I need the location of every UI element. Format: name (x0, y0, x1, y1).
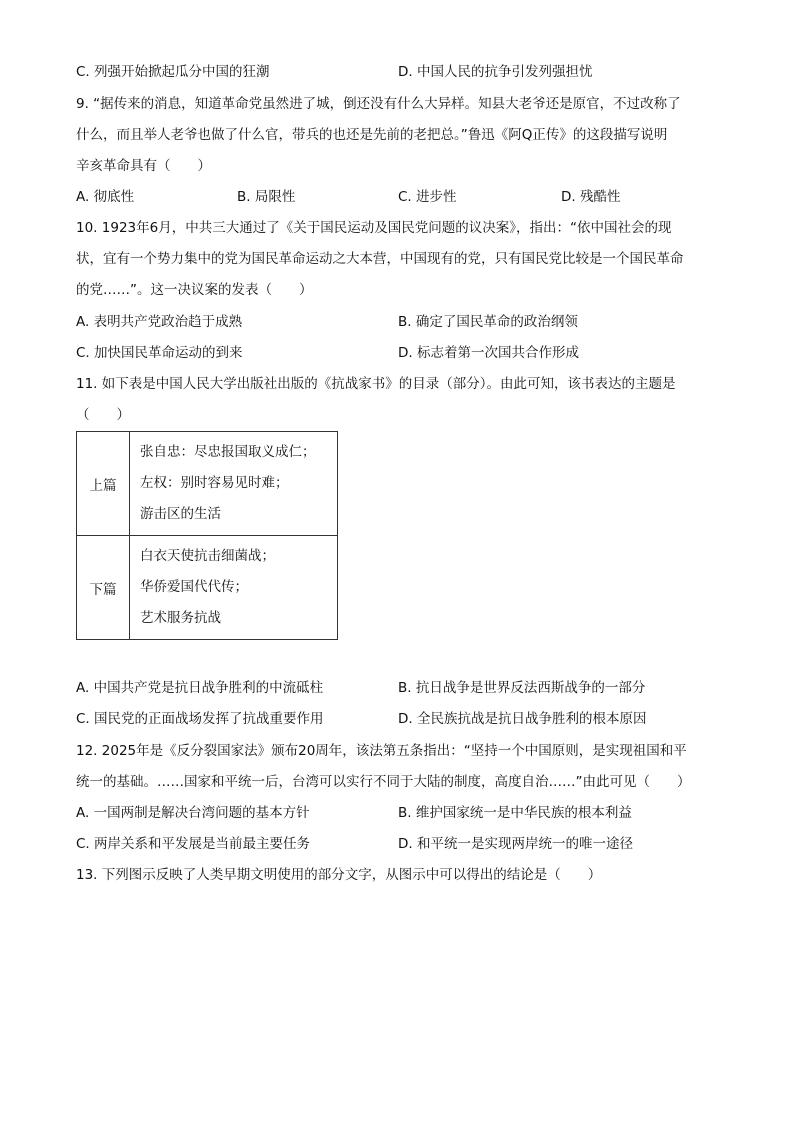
q10-stem-line-3: 的党……”。这一决议案的发表（ ） (76, 282, 313, 298)
toc-item: 左权：别时容易见时难； (140, 475, 289, 491)
q12-stem-line-1: 12. 2025年是《反分裂国家法》颁布20周年，该法第五条指出：“坚持一个中国原则，是实现祖国和平 (76, 743, 687, 759)
q11-stem-line-2: （ ） (76, 407, 130, 423)
q9-option-d: D. 残酷性 (561, 189, 621, 205)
q11-option-b: B. 抗日战争是世界反法西斯战争的一部分 (398, 680, 646, 696)
q12-option-b: B. 维护国家统一是中华民族的根本利益 (398, 805, 632, 821)
q10-option-b: B. 确定了国民革命的政治纲领 (398, 314, 578, 330)
toc-item: 游击区的生活 (140, 506, 221, 522)
toc-section-label: 上篇 (77, 432, 130, 536)
toc-item: 白衣天使抗击细菌战； (140, 548, 275, 564)
toc-item: 张自忠：尽忠报国取义成仁； (140, 444, 316, 460)
q9-stem-line-2: 什么，而且举人老爷也做了什么官，带兵的也还是先前的老把总。”鲁迅《阿Q正传》的这段描写说明 (76, 127, 668, 143)
q8-option-c: C. 列强开始掀起瓜分中国的狂潮 (76, 64, 270, 80)
q10-stem-line-2: 状，宜有一个势力集中的党为国民革命运动之大本营，中国现有的党，只有国民党比较是一个国民革命 (76, 251, 684, 267)
q10-option-c: C. 加快国民革命运动的到来 (76, 345, 243, 361)
q10-stem-line-1: 10. 1923年6月，中共三大通过了《关于国民运动及国民党问题的议决案》，指出：“依中国社会的现 (76, 220, 672, 236)
q12-option-a: A. 一国两制是解决台湾问题的基本方针 (76, 805, 310, 821)
q8-option-d: D. 中国人民的抗争引发列强担忧 (398, 64, 593, 80)
toc-row-lower (77, 536, 338, 640)
q9-stem-line-3: 辛亥革命具有（ ） (76, 158, 211, 174)
q12-stem-line-2: 统一的基础。……国家和平统一后，台湾可以实行不同于大陆的制度，高度自治……”由此可见（ ） (76, 774, 691, 790)
q11-option-a: A. 中国共产党是抗日战争胜利的中流砥柱 (76, 680, 324, 696)
q12-option-c: C. 两岸关系和平发展是当前最主要任务 (76, 836, 311, 852)
toc-row-upper (77, 432, 338, 536)
q9-option-c: C. 进步性 (398, 189, 457, 205)
q11-option-d: D. 全民族抗战是抗日战争胜利的根本原因 (398, 711, 647, 727)
toc-section-label: 下篇 (77, 536, 130, 640)
toc-item: 艺术服务抗战 (140, 610, 221, 626)
q9-option-a: A. 彻底性 (76, 189, 135, 205)
toc-item: 华侨爱国代代传； (140, 579, 248, 595)
toc-items-cell (130, 536, 338, 640)
q9-option-b: B. 局限性 (237, 189, 296, 205)
q12-option-d: D. 和平统一是实现两岸统一的唯一途径 (398, 836, 633, 852)
toc-table (76, 431, 338, 640)
q11-option-c: C. 国民党的正面战场发挥了抗战重要作用 (76, 711, 324, 727)
q10-option-a: A. 表明共产党政治趋于成熟 (76, 314, 243, 330)
q13-stem-line-1: 13. 下列图示反映了人类早期文明使用的部分文字，从图示中可以得出的结论是（ ） (76, 867, 602, 883)
q9-stem-line-1: 9. “据传来的消息，知道革命党虽然进了城，倒还没有什么大异样。知县大老爷还是原官，不过改称了 (76, 96, 681, 112)
q11-stem-line-1: 11. 如下表是中国人民大学出版社出版的《抗战家书》的目录（部分）。由此可知，该书表达的主题是 (76, 376, 676, 392)
toc-items-cell (130, 432, 338, 536)
q10-option-d: D. 标志着第一次国共合作形成 (398, 345, 579, 361)
